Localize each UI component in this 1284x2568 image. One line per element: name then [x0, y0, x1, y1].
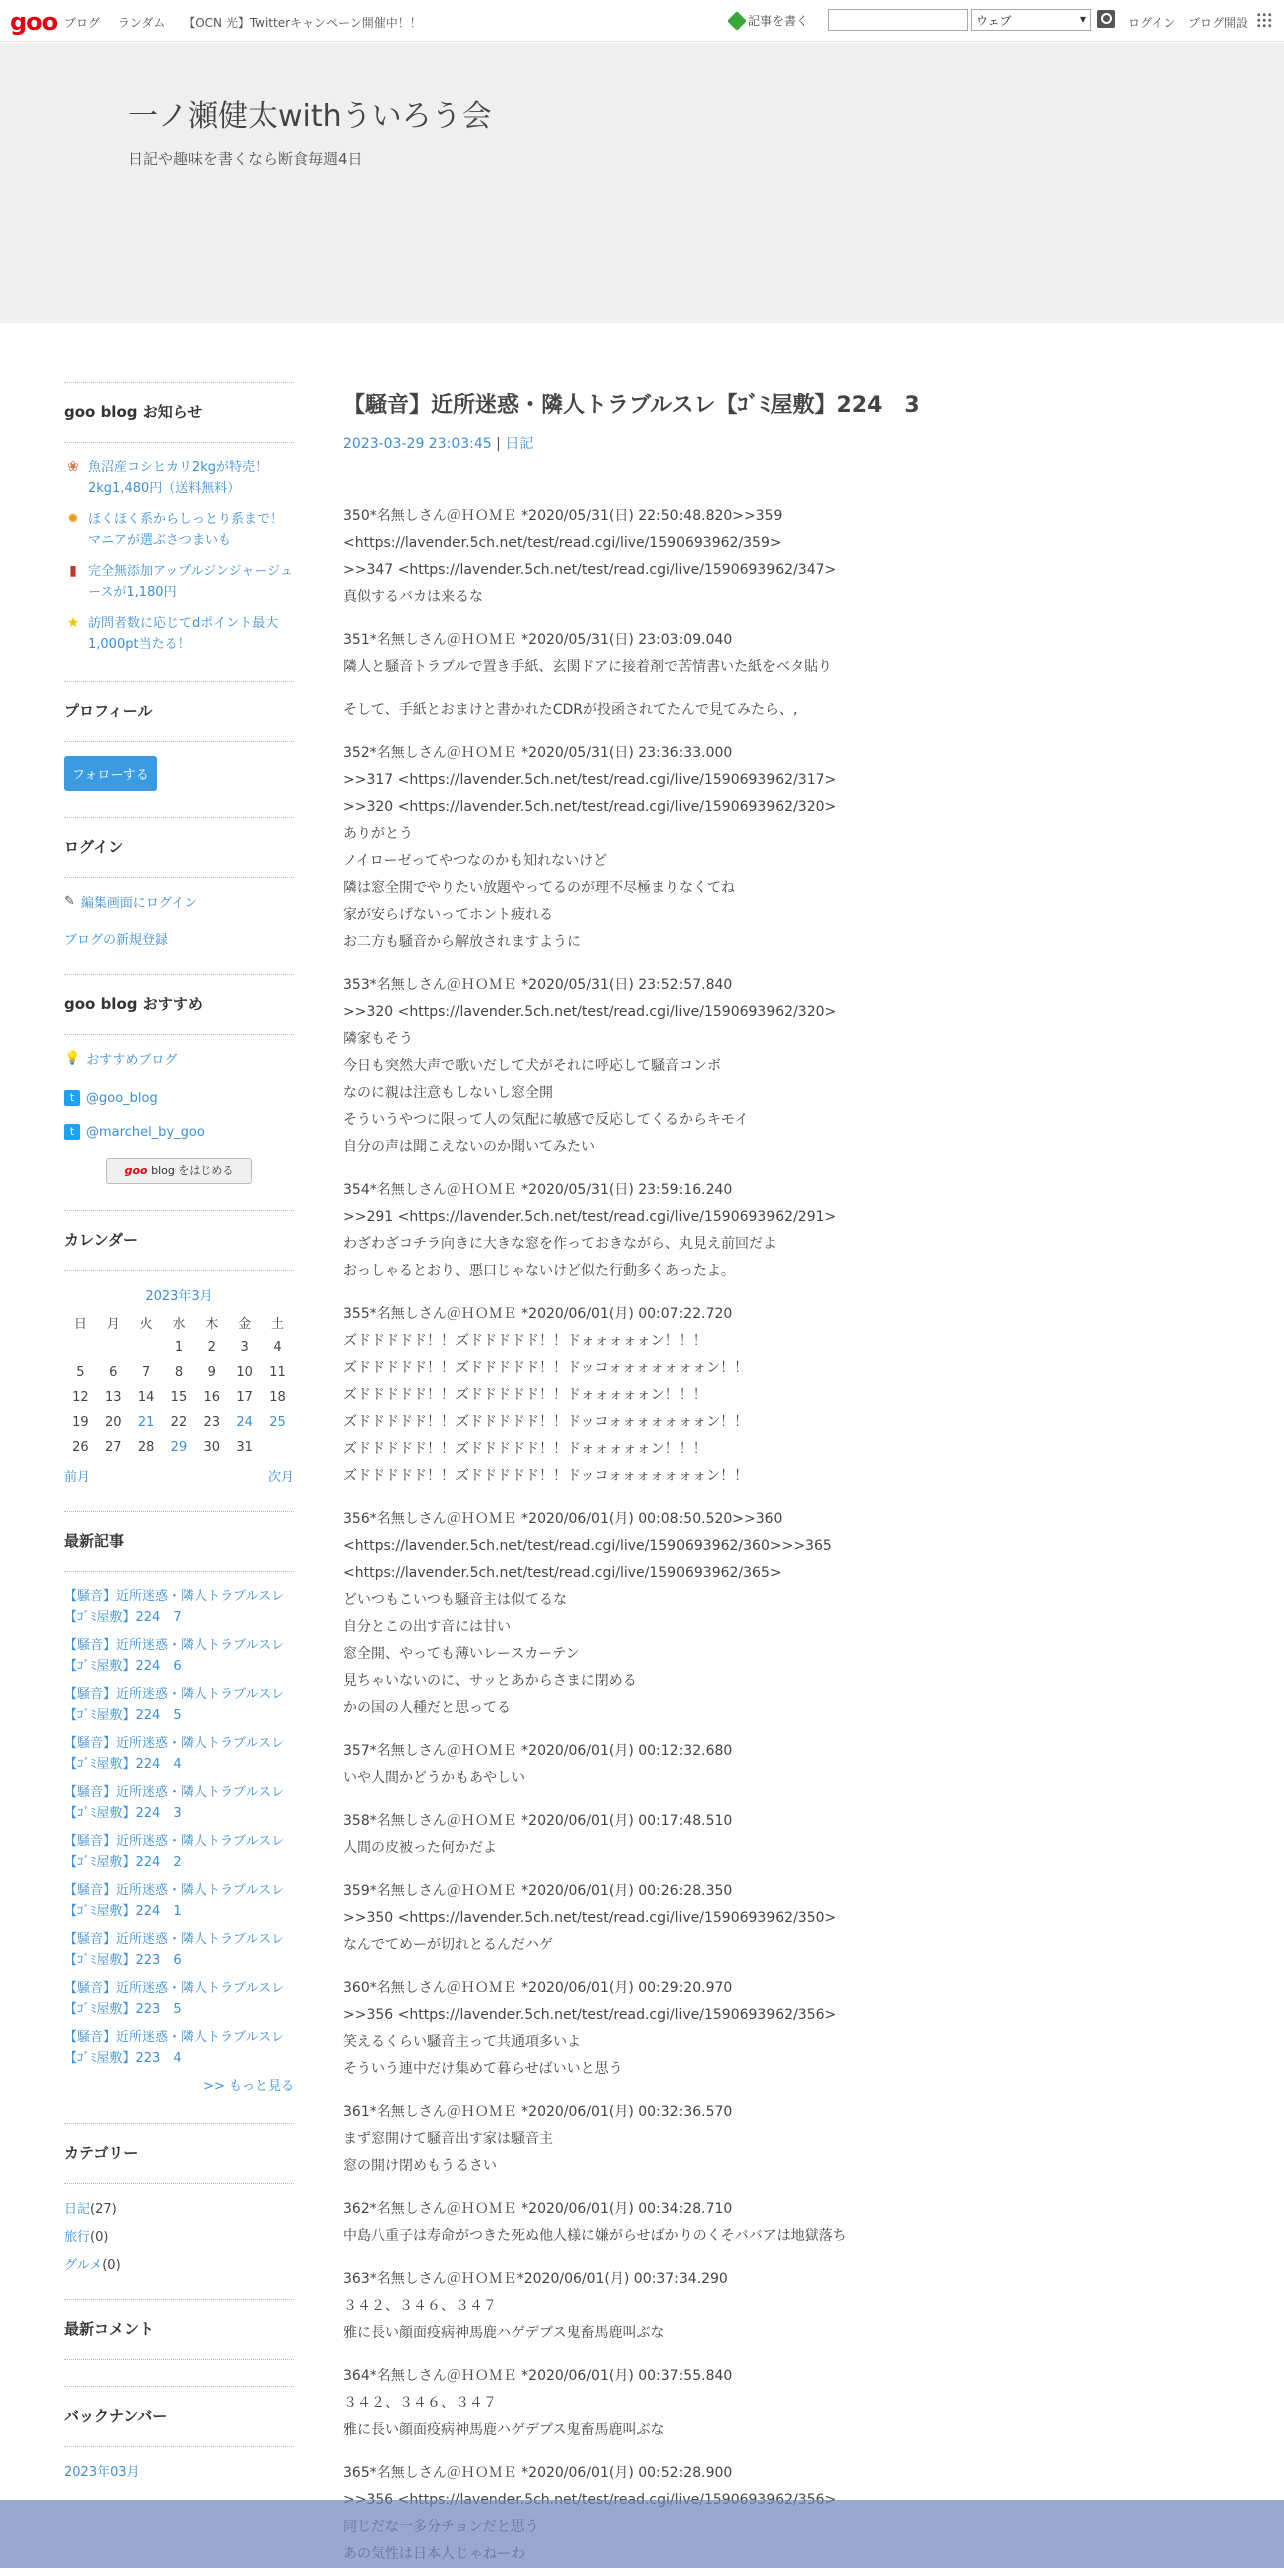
top-link-random[interactable]: ランダム [117, 16, 166, 30]
category-count: (27) [90, 2202, 117, 2217]
recent-post-link[interactable]: 【騒音】近所迷惑・隣人トラブルスレ【ｺﾞﾐ屋敷】224 3 [64, 1785, 285, 1821]
post-line: >>317 <https://lavender.5ch.net/test/read.cgi/live/1590693962/317> [343, 772, 837, 788]
post-line: <https://lavender.5ch.net/test/read.cgi/live/1590693962/359> [343, 535, 782, 551]
post-entry [343, 1878, 1223, 1959]
blog-header [0, 43, 1284, 323]
app-grid-icon[interactable] [1256, 12, 1272, 28]
post-line: 隣は窓全開でやりたい放題やってるのが理不尽極まりなくてね [343, 880, 735, 896]
post-category-link[interactable]: 日記 [505, 436, 534, 452]
post-line: >>320 <https://lavender.5ch.net/test/read.cgi/live/1590693962/320> [343, 1004, 837, 1020]
post-line: 350*名無しさん＠ＨＯＭＥ *2020/05/31(日) 22:50:48.820>>359 [343, 508, 783, 524]
calendar-day: 12 [72, 1390, 89, 1405]
category-item[interactable] [64, 2254, 294, 2273]
post-line: 中島八重子は寿命がつきた死ぬ他人様に嫌がらせばかりのくそババアは地獄落ち [343, 2228, 847, 2244]
post-line: >>356 <https://lavender.5ch.net/test/read.cgi/live/1590693962/356> [343, 2007, 837, 2023]
start-goo-blog-button[interactable] [106, 1158, 252, 1184]
backnumber-link[interactable]: 2023年03月 [64, 2465, 140, 2480]
post-line: 365*名無しさん＠ＨＯＭＥ *2020/06/01(月) 00:52:28.900 [343, 2465, 733, 2481]
notice-item[interactable] [64, 561, 294, 603]
category-item[interactable] [64, 2226, 294, 2245]
post-line: <https://lavender.5ch.net/test/read.cgi/live/1590693962/360>>>365 [343, 1538, 832, 1554]
post-line: ズドドドドド！！ズドドドドド！！ドォォォォォン！！！ [343, 1387, 707, 1403]
calendar-day: 23 [203, 1415, 221, 1430]
recent-post-link[interactable]: 【騒音】近所迷惑・隣人トラブルスレ【ｺﾞﾐ屋敷】224 4 [64, 1736, 285, 1772]
calendar-day: 19 [72, 1415, 89, 1430]
post-body [343, 503, 1223, 2568]
post-line: >>347 <https://lavender.5ch.net/test/read.cgi/live/1590693962/347> [343, 562, 837, 578]
recent-post-link[interactable]: 【騒音】近所迷惑・隣人トラブルスレ【ｺﾞﾐ屋敷】224 6 [64, 1638, 285, 1674]
calendar-day[interactable]: 21 [137, 1415, 155, 1430]
blog-description: 日記や趣味を書くなら断食毎週4日 [128, 150, 363, 168]
post-line: 361*名無しさん＠ＨＯＭＥ *2020/06/01(月) 00:32:36.570 [343, 2104, 733, 2120]
recent-posts-section [64, 1511, 294, 2097]
notice-link[interactable]: 完全無添加アップルジンジャージュースが1,180円 [88, 564, 293, 600]
calendar-day: 16 [203, 1390, 221, 1405]
post-line: 354*名無しさん＠ＨＯＭＥ *2020/05/31(日) 23:59:16.240 [343, 1182, 733, 1198]
calendar-month[interactable]: 2023年3月 [145, 1289, 213, 1304]
post-line: 隣家もそう [343, 1031, 413, 1047]
post-line: 隣人と騒音トラブルで置き手紙、玄関ドアに接着剤で苦情書いた紙をベタ貼り [343, 659, 833, 675]
recommend-blog-link[interactable]: おすすめブログ [86, 1053, 178, 1068]
post-line: かの国の人種だと思ってる [343, 1700, 511, 1716]
recent-post-link[interactable]: 【騒音】近所迷惑・隣人トラブルスレ【ｺﾞﾐ屋敷】224 1 [64, 1883, 285, 1919]
calendar-day: 6 [109, 1365, 118, 1380]
post-line: <https://lavender.5ch.net/test/read.cgi/live/1590693962/365> [343, 1565, 782, 1581]
calendar-day: 28 [137, 1440, 155, 1455]
twitter-goo-blog-item[interactable] [64, 1090, 294, 1106]
post-line: 352*名無しさん＠ＨＯＭＥ *2020/05/31(日) 23:36:33.000 [343, 745, 733, 761]
blog-title[interactable]: 一ノ瀬健太withういろう会 [128, 99, 492, 134]
category-link[interactable]: 旅行 [64, 2230, 91, 2245]
post-line: >>291 <https://lavender.5ch.net/test/read.cgi/live/1590693962/291> [343, 1209, 837, 1225]
post-line: 356*名無しさん＠ＨＯＭＥ *2020/06/01(月) 00:08:50.520>>360 [343, 1511, 783, 1527]
post-date-link[interactable]: 2023-03-29 23:03:45 [343, 436, 492, 452]
post-line: なんでてめーが切れとるんだハゲ [343, 1937, 553, 1953]
profile-heading: プロフィール [64, 700, 294, 742]
calendar-day: 18 [269, 1390, 286, 1405]
write-post-button[interactable] [730, 12, 808, 29]
weekday-header: 金 [238, 1317, 252, 1332]
register-item[interactable] [64, 929, 294, 948]
profile-section [64, 681, 294, 791]
comments-section [64, 2299, 294, 2360]
calendar-day: 17 [236, 1390, 253, 1405]
search-input[interactable] [828, 9, 968, 31]
post-entry [343, 1301, 1223, 1490]
post-line: 363*名無しさん＠ＨＯＭＥ*2020/06/01(月) 00:37:34.290 [343, 2271, 728, 2287]
recent-post-link[interactable]: 【騒音】近所迷惑・隣人トラブルスレ【ｺﾞﾐ屋敷】224 2 [64, 1834, 285, 1870]
calendar-day[interactable]: 24 [236, 1415, 253, 1430]
top-bar [0, 0, 1284, 42]
post-line: 窓の開け閉めもうるさい [343, 2158, 497, 2174]
post-line: 自分とこの出す音には甘い [343, 1619, 511, 1635]
calendar-day: 10 [236, 1365, 253, 1380]
post-line: 360*名無しさん＠ＨＯＭＥ *2020/06/01(月) 00:29:20.970 [343, 1980, 733, 1996]
post-meta [343, 433, 1223, 453]
twitter-goo-blog-link[interactable]: @goo_blog [86, 1090, 158, 1106]
recent-post-link[interactable]: 【騒音】近所迷惑・隣人トラブルスレ【ｺﾞﾐ屋敷】223 5 [64, 1981, 285, 2017]
calendar-day: 11 [269, 1365, 286, 1380]
post-line: 家が安らげないってホント疲れる [343, 907, 553, 923]
category-count: (0) [102, 2258, 121, 2273]
post-line: ありがとう [343, 826, 413, 842]
weekday-header: 月 [106, 1317, 120, 1332]
calendar-section [64, 1210, 294, 1485]
write-post-label: 記事を書く [748, 14, 809, 28]
login-section [64, 817, 294, 948]
edit-login-item[interactable] [64, 892, 294, 911]
edit-login-link[interactable]: 編集画面にログイン [80, 896, 198, 911]
weekday-header: 火 [139, 1317, 153, 1332]
calendar-day: 22 [170, 1415, 188, 1430]
post-line: 351*名無しさん＠ＨＯＭＥ *2020/05/31(日) 23:03:09.040 [343, 632, 733, 648]
search-scope-select[interactable] [971, 9, 1091, 31]
calendar-day: 20 [104, 1415, 122, 1430]
notice-link[interactable]: 訪問者数に応じてdポイント最大1,000pt当たる！ [88, 616, 279, 652]
notice-link[interactable]: 魚沼産コシヒカリ2kgが特売！2kg1,480円（送料無料） [88, 460, 269, 496]
post-line: 359*名無しさん＠ＨＯＭＥ *2020/06/01(月) 00:26:28.350 [343, 1883, 733, 1899]
register-link[interactable]: ブログの新規登録 [64, 933, 169, 948]
post-entry [343, 740, 1223, 956]
post-line: いや人間かどうかもあやしい [343, 1770, 525, 1786]
calendar-day: 15 [170, 1390, 188, 1405]
post-line: そういうやつに限って人の気配に敏感で反応してくるからキモイ [343, 1112, 749, 1128]
weekday-header: 木 [205, 1317, 219, 1332]
post-line: まず窓開けて騒音出す家は騒音主 [343, 2131, 553, 2147]
backnumber-section [64, 2386, 294, 2480]
post-entry [343, 503, 1223, 611]
calendar-day [130, 1335, 163, 1360]
post-entry [343, 2363, 1223, 2444]
twitter-marchel-item[interactable] [64, 1124, 294, 1140]
calendar-day [97, 1335, 130, 1360]
calendar-day: 2 [207, 1340, 216, 1355]
twitter-icon: t [64, 1090, 80, 1106]
post-line: 雅に長い顔面疫病神馬鹿ハゲデブス鬼畜馬鹿叫ぶな [343, 2325, 665, 2341]
post-line: 357*名無しさん＠ＨＯＭＥ *2020/06/01(月) 00:12:32.680 [343, 1743, 733, 1759]
post-line: 353*名無しさん＠ＨＯＭＥ *2020/05/31(日) 23:52:57.840 [343, 977, 733, 993]
post-entry [343, 1975, 1223, 2083]
sun-icon: ✹ [67, 511, 79, 527]
calendar-table [64, 1310, 294, 1460]
backnumber-heading: バックナンバー [64, 2405, 294, 2447]
post-line: 雅に長い顔面疫病神馬鹿ハゲデブス鬼畜馬鹿叫ぶな [343, 2422, 665, 2438]
post-line: 人間の皮被った何かだよ [343, 1840, 497, 1856]
category-heading: カテゴリー [64, 2142, 294, 2184]
pencil-icon [727, 11, 747, 31]
post-line: ズドドドドド！！ズドドドドド！！ドッコォォォォォォォン！！ [343, 1360, 749, 1376]
post-line: ズドドドドド！！ズドドドドド！！ドッコォォォォォォォン！！ [343, 1468, 749, 1484]
post-entry [343, 2099, 1223, 2180]
post-line: 今日も突然大声で歌いだして犬がそれに呼応して騒音コンボ [343, 1058, 721, 1074]
star-icon: ★ [66, 615, 80, 631]
post-line: そういう連中だけ集めて暮らせばいいと思う [343, 2061, 623, 2077]
notice-item[interactable] [64, 613, 294, 655]
post-entry [343, 2196, 1223, 2250]
post-line: そして、手紙とおまけと書かれたCDRが投函されてたんで見てみたら、, [343, 702, 798, 718]
weekday-header: 土 [271, 1317, 285, 1332]
notice-link[interactable]: ほくほく系からしっとり系まで！マニアが選ぶさつまいも [88, 512, 284, 548]
recent-heading: 最新記事 [64, 1530, 294, 1572]
post-line: >>350 <https://lavender.5ch.net/test/read.cgi/live/1590693962/350> [343, 1910, 837, 1926]
chevron-down-icon: ▾ [1079, 12, 1086, 26]
start-button-brand: goo [124, 1164, 148, 1177]
calendar-day: 4 [273, 1340, 282, 1355]
calendar-day: 7 [141, 1365, 151, 1380]
calendar-day[interactable]: 29 [170, 1440, 188, 1455]
calendar-day: 9 [207, 1365, 216, 1380]
juice-icon: ▮ [69, 563, 77, 579]
post-entry [343, 1506, 1223, 1722]
post-entry [343, 1177, 1223, 1285]
calendar-day: 1 [174, 1340, 184, 1355]
post-line: 見ちゃいないのに、サッとあからさまに閉める [343, 1673, 637, 1689]
prev-month-link[interactable]: 前月 [64, 1470, 91, 1485]
login-heading: ログイン [64, 836, 294, 878]
post-entry [343, 2266, 1223, 2347]
post-title: 【騒音】近所迷惑・隣人トラブルスレ【ｺﾞﾐ屋敷】224 3 [343, 393, 920, 418]
login-link[interactable]: ログイン [1128, 16, 1176, 30]
post-line: 自分の声は聞こえないのか聞いてみたい [343, 1139, 595, 1155]
calendar-day: 27 [104, 1440, 122, 1455]
start-button-label: blog をはじめる [147, 1164, 234, 1177]
calendar-day [64, 1335, 97, 1360]
post-line: 真似するバカは来るな [343, 589, 483, 605]
post-entry [343, 697, 1223, 724]
weekday-header: 日 [73, 1317, 87, 1332]
post-line: わざわざコチラ向きに大きな窓を作っておきながら、丸見え前回だよ [343, 1236, 777, 1252]
meta-separator: | [491, 436, 506, 452]
post-line: なのに親は注意もしないし窓全開 [343, 1085, 553, 1101]
post-line: どいつもこいつも騒音主は似てるな [343, 1592, 567, 1608]
post-line: ズドドドドド！！ズドドドドド！！ドォォォォォン！！！ [343, 1333, 707, 1349]
calendar-day: 5 [76, 1365, 85, 1380]
post-line: 358*名無しさん＠ＨＯＭＥ *2020/06/01(月) 00:17:48.510 [343, 1813, 733, 1829]
twitter-marchel-link[interactable]: @marchel_by_goo [86, 1124, 205, 1140]
pen-icon: ✎ [64, 894, 75, 909]
calendar-day[interactable]: 25 [269, 1415, 286, 1430]
notice-item[interactable] [64, 509, 294, 551]
calendar-day: 13 [104, 1390, 122, 1405]
calendar-day: 3 [240, 1340, 249, 1355]
search-scope-value: ウェブ [976, 14, 1012, 28]
recent-post-link[interactable]: 【騒音】近所迷惑・隣人トラブルスレ【ｺﾞﾐ屋敷】223 6 [64, 1932, 285, 1968]
post-line: ３４２、３４６、３４７ [343, 2395, 497, 2411]
search-icon[interactable] [1097, 10, 1115, 28]
calendar-day: 26 [72, 1440, 89, 1455]
next-month-link[interactable]: 次月 [267, 1470, 294, 1485]
recommend-section [64, 974, 294, 1184]
category-link[interactable]: グルメ [64, 2258, 103, 2273]
post-line: 362*名無しさん＠ＨＯＭＥ *2020/06/01(月) 00:34:28.710 [343, 2201, 733, 2217]
calendar-heading: カレンダー [64, 1229, 294, 1271]
recommend-blog-item[interactable] [64, 1049, 294, 1068]
sidebar [64, 382, 294, 2506]
weekday-header: 水 [172, 1317, 186, 1332]
post-line: ３４２、３４６、３４７ [343, 2298, 497, 2314]
post-line: 窓全開、やっても薄いレースカーテン [343, 1646, 580, 1662]
top-links [64, 14, 436, 31]
calendar-day: 14 [137, 1390, 155, 1405]
category-count: (0) [90, 2230, 109, 2245]
category-section [64, 2123, 294, 2273]
post-entry [343, 627, 1223, 681]
top-link-campaign[interactable]: 【OCN 光】Twitterキャンペーン開催中！！ [183, 16, 422, 30]
post-entry [343, 1738, 1223, 1792]
recommend-heading: goo blog おすすめ [64, 993, 294, 1035]
post-line: ズドドドドド！！ズドドドドド！！ドッコォォォォォォォン！！ [343, 1414, 749, 1430]
calendar-day: 8 [174, 1365, 184, 1380]
rice-icon: ❀ [67, 459, 79, 475]
notices-heading: goo blog お知らせ [64, 401, 294, 443]
twitter-icon: t [64, 1124, 80, 1140]
follow-button[interactable]: フォローする [64, 756, 157, 791]
calendar-day: 31 [236, 1440, 253, 1455]
post-line: ズドドドドド！！ズドドドドド！！ドォォォォォン！！！ [343, 1441, 707, 1457]
post-line: お二方も騒音から解放されますように [343, 934, 581, 950]
post-line: ノイローゼってやつなのかも知れないけど [343, 853, 608, 869]
recent-post-link[interactable]: 【騒音】近所迷惑・隣人トラブルスレ【ｺﾞﾐ屋敷】224 7 [64, 1589, 285, 1625]
recent-post-link[interactable]: 【騒音】近所迷惑・隣人トラブルスレ【ｺﾞﾐ屋敷】223 4 [64, 2030, 285, 2066]
bottom-overlay [0, 2500, 1284, 2568]
top-link-blog[interactable]: ブログ [64, 16, 101, 30]
open-blog-link[interactable]: ブログ開設 [1188, 16, 1249, 30]
comments-heading: 最新コメント [64, 2318, 294, 2360]
lightbulb-icon: 💡 [64, 1051, 81, 1066]
post-line: 笑えるくらい騒音主って共通項多いよ [343, 2034, 581, 2050]
recent-post-link[interactable]: 【騒音】近所迷惑・隣人トラブルスレ【ｺﾞﾐ屋敷】224 5 [64, 1687, 285, 1723]
category-item[interactable] [64, 2198, 294, 2217]
post-line: 364*名無しさん＠ＨＯＭＥ *2020/06/01(月) 00:37:55.840 [343, 2368, 733, 2384]
post-line: 355*名無しさん＠ＨＯＭＥ *2020/06/01(月) 00:07:22.720 [343, 1306, 733, 1322]
calendar-day: 30 [203, 1440, 221, 1455]
post-line: おっしゃるとおり、悪口じゃないけど似た行動多くあったよ。 [343, 1263, 735, 1279]
goo-logo[interactable]: goo [10, 8, 58, 36]
more-link[interactable]: >> もっと見る [203, 2079, 294, 2094]
notices-section [64, 382, 294, 655]
post-entry [343, 972, 1223, 1161]
main-content [343, 382, 1223, 2568]
calendar-day [261, 1435, 294, 1460]
category-link[interactable]: 日記 [64, 2202, 91, 2217]
post-entry [343, 1808, 1223, 1862]
notice-item[interactable] [64, 457, 294, 499]
post-line: >>320 <https://lavender.5ch.net/test/read.cgi/live/1590693962/320> [343, 799, 837, 815]
